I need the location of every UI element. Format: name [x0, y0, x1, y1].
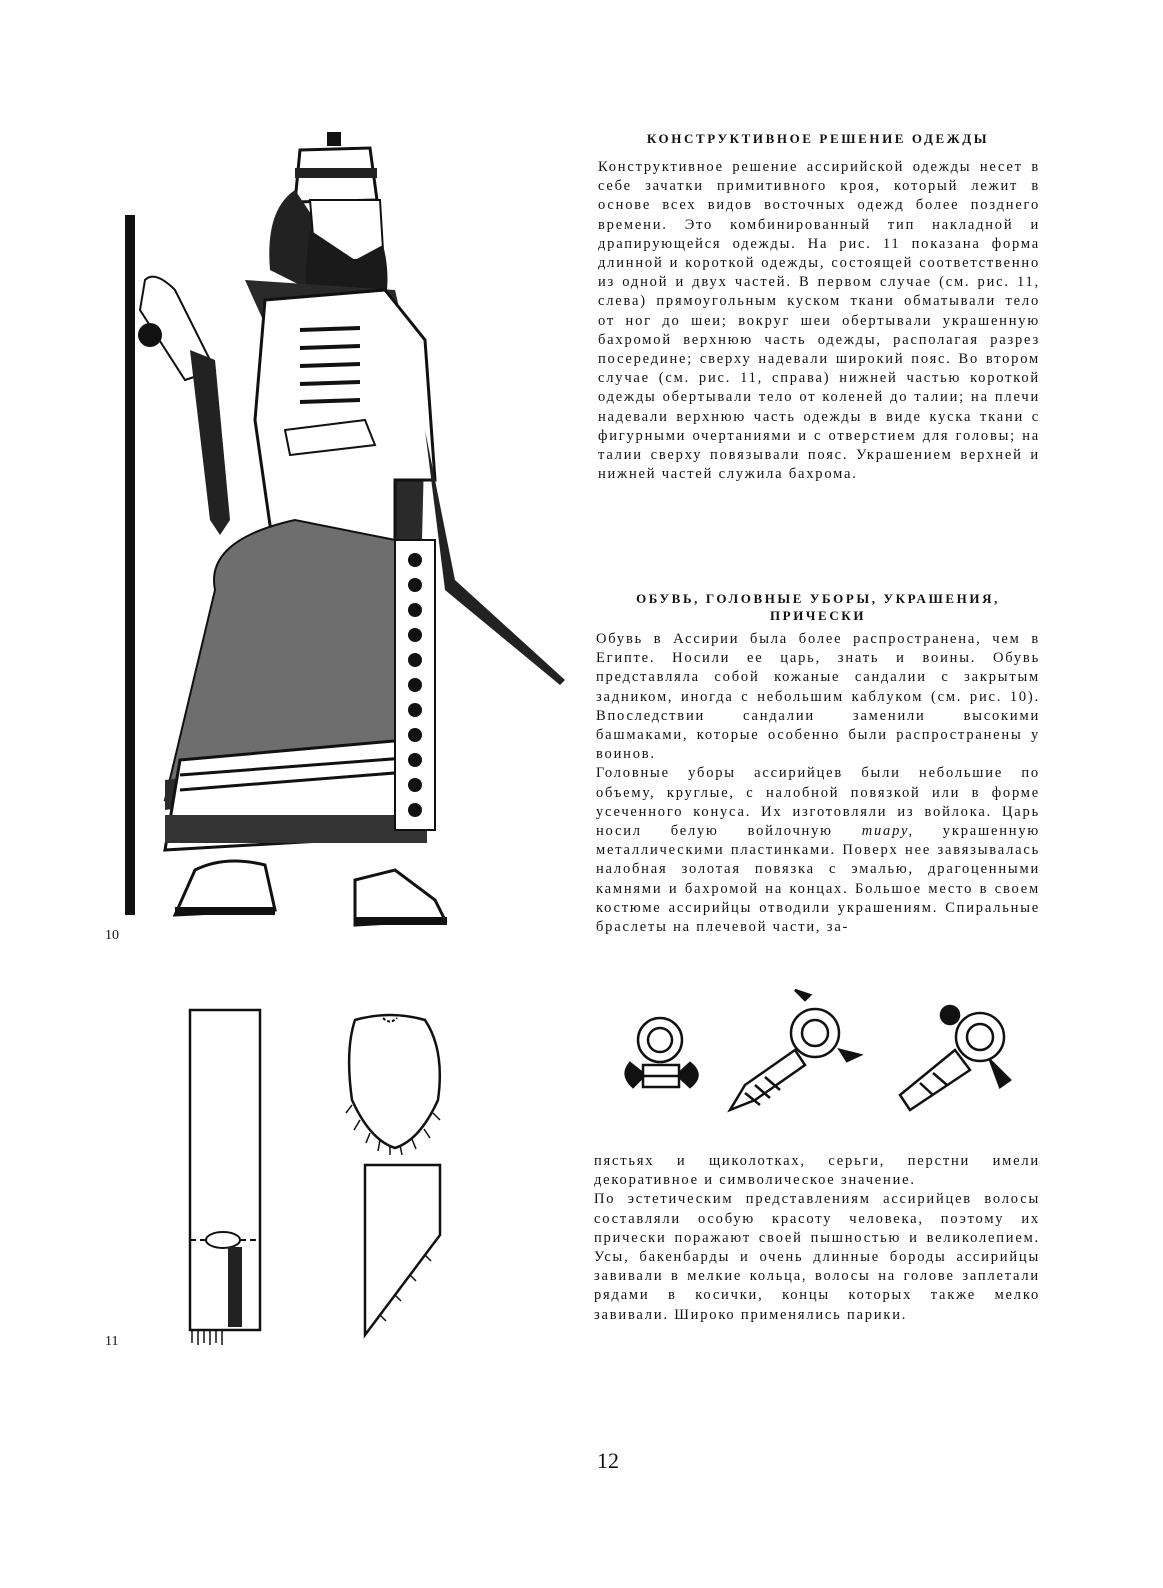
assyrian-king-figure — [95, 120, 575, 935]
construction-paragraph: Конструктивное решение ассирийской одежды несет в себе зачатки примитивного кроя, который лежит в основе всех видов восточных одежд более позднего времени. Это комбинированный тип накладной и драпирующейся одежды. На рис. 11 показана форма длинной и короткой одежды, состоящей соответственно из одной и двух частей. В первом случае (см. рис. 11, слева) прямоугольным куском ткани обматывали тело от ног до шеи; вокруг шеи обертывали украшенную бахромой верхнюю часть одежды, располагая разрез посередине; сверху надевали широкий пояс. Во втором случае (см. рис. 11, справа) нижней частью короткой одежды обертывали тело от коленей до талии; на плечи надевали верхнюю часть одежды в виде куска ткани с фигурными очертаниями и с отверстием для головы; на талии сверху повязывали пояс. Украшением верхней и нижней частей служила бахрома. — [598, 159, 1040, 483]
garment-cut-diagram — [180, 1005, 450, 1350]
headwear-text-b: украшенную металлическими пластинками. Поверх нее завязывалась налобная золотая повязка с эмалью, драгоценными камнями и бахромой на концах. Большое место в своем костюме ассирийцы отводили украшениям. Спиральные браслеты на плечевой части, за- — [596, 823, 1040, 936]
section-heading-construction: КОНСТРУКТИВНОЕ РЕШЕНИЕ ОДЕЖДЫ — [646, 131, 990, 146]
figure-11-caption: 11 — [105, 1334, 119, 1349]
ornaments-illustration — [615, 995, 1040, 1120]
page-number: 12 — [597, 1448, 619, 1473]
ornaments-paragraph: пястьях и щиколотках, серьги, перстни имели декоративное и символическое значение. — [594, 1153, 1040, 1189]
section-text-construction — [598, 158, 1040, 484]
section-heading-footwear: ОБУВЬ, ГОЛОВНЫЕ УБОРЫ, УКРАШЕНИЯ, ПРИЧЕСКИ — [636, 591, 1000, 623]
hairstyles-paragraph: По эстетическим представлениям ассирийцев волосы составляли особую красоту человека, поэтому их прически поражают своей пышностью и великолепием. Усы, бакенбарды и очень длинные бороды ассирийцы завивали в мелкие кольца, волосы на голове заплетали рядами в косички, концы которых также мелко завивали. Широко применялись парики. — [594, 1191, 1040, 1323]
headwear-paragraph — [596, 764, 1040, 937]
footwear-paragraph: Обувь в Ассирии была более распространена, чем в Египте. Носили ее царь, знать и воины. Обувь представляла собой кожаные сандалии с закрытым задником, иногда с небольшим каблуком (см. рис. 10). Впоследствии сандалии заменили высокими башмаками, которые особенно были распространены у воинов. — [596, 631, 1040, 763]
headwear-text-a: Головные уборы ассирийцев были небольшие по объему, круглые, с налобной повязкой или в форме усеченного конуса. Их изготовляли из войлока. Царь носил белую войлочную — [596, 765, 1040, 840]
tiara-term: тиару, — [861, 823, 914, 840]
section-text-footwear — [596, 630, 1040, 937]
section-text-continuation — [594, 1152, 1040, 1325]
figure-10-caption: 10 — [105, 928, 119, 943]
